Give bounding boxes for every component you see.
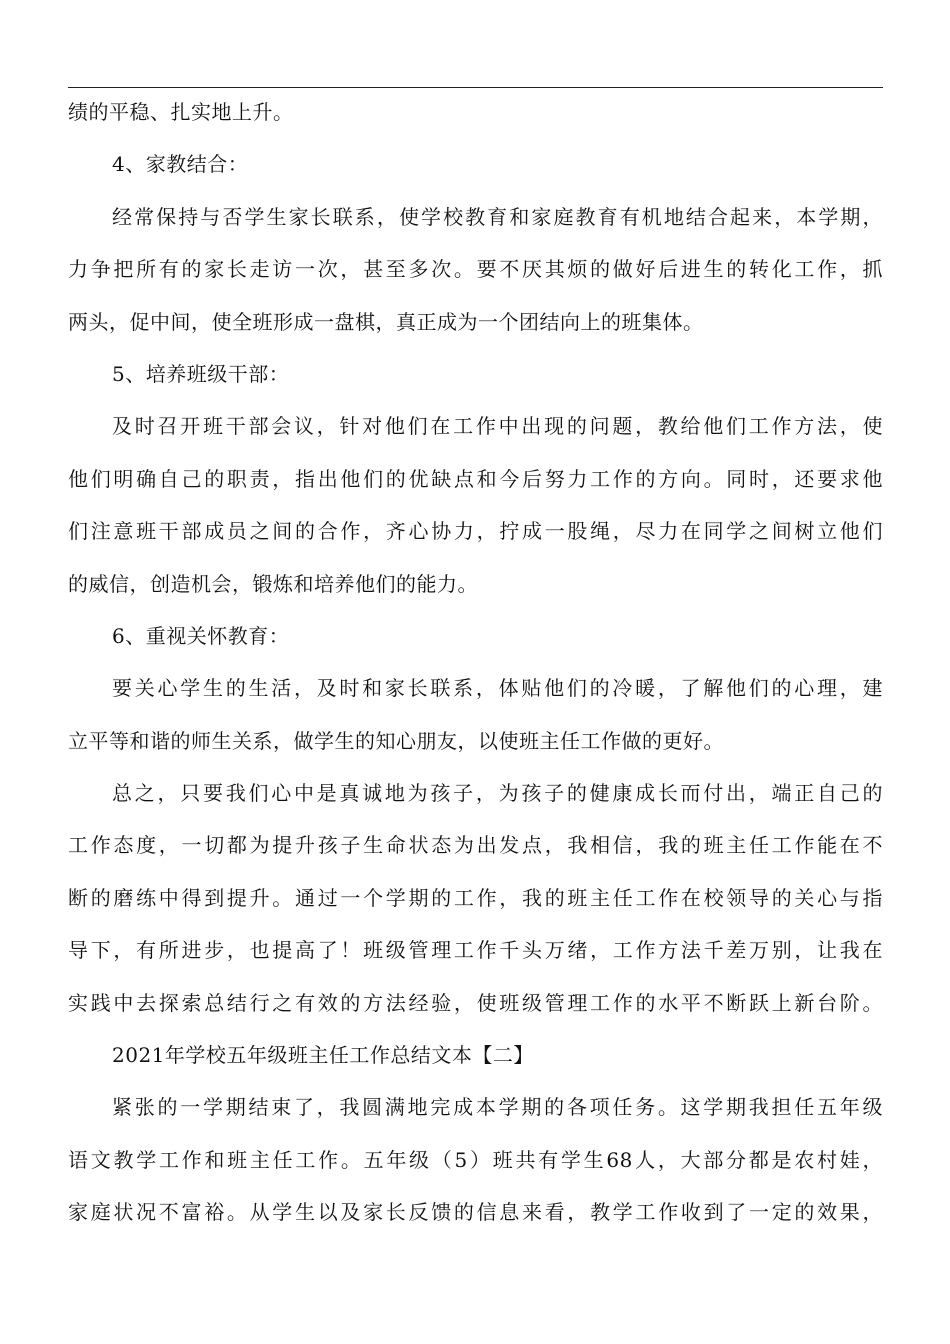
text-line: 要关心学生的生活，及时和家长联系，体贴他们的冷暖，了解他们的心理，建 bbox=[112, 676, 883, 701]
header-rule bbox=[68, 87, 883, 88]
document-body bbox=[68, 92, 883, 1245]
text-line: 力争把所有的家长走访一次，甚至多次。要不厌其烦的做好后进生的转化工作，抓 bbox=[68, 257, 883, 282]
text-line: 们注意班干部成员之间的合作，齐心协力，拧成一股绳，尽力在同学之间树立他们 bbox=[68, 519, 883, 544]
text-line: 总之，只要我们心中是真诚地为孩子，为孩子的健康成长而付出，端正自己的 bbox=[112, 781, 883, 806]
text-line: 立平等和谐的师生关系，做学生的知心朋友，以使班主任工作做的更好。 bbox=[68, 728, 724, 753]
section-heading: 4、家教结合： bbox=[112, 152, 249, 177]
text-line: 两头，促中间，使全班形成一盘棋，真正成为一个团结向上的班集体。 bbox=[68, 309, 704, 334]
text-line: 实践中去探索总结行之有效的方法经验，使班级管理工作的水平不断跃上新台阶。 bbox=[68, 990, 883, 1015]
text-line: 断的磨练中得到提升。通过一个学期的工作，我的班主任工作在校领导的关心与指 bbox=[68, 885, 883, 910]
section-title: 2021年学校五年级班主任工作总结文本【二】 bbox=[112, 1043, 534, 1068]
text-line: 家庭状况不富裕。从学生以及家长反馈的信息来看，教学工作收到了一定的效果， bbox=[68, 1200, 883, 1225]
text-line: 紧张的一学期结束了，我圆满地完成本学期的各项任务。这学期我担任五年级 bbox=[112, 1095, 883, 1120]
text-line: 经常保持与否学生家长联系，使学校教育和家庭教育有机地结合起来，本学期， bbox=[112, 204, 883, 229]
text-line: 语文教学工作和班主任工作。五年级（5）班共有学生68人，大部分都是农村娃， bbox=[68, 1147, 883, 1172]
text-line: 工作态度，一切都为提升孩子生命状态为出发点，我相信，我的班主任工作能在不 bbox=[68, 833, 883, 858]
text-line: 导下，有所进步，也提高了！班级管理工作千头万绪，工作方法千差万别，让我在 bbox=[68, 938, 883, 963]
section-heading: 6、重视关怀教育： bbox=[112, 623, 290, 648]
text-line: 他们明确自己的职责，指出他们的优缺点和今后努力工作的方向。同时，还要求他 bbox=[68, 466, 883, 491]
text-line: 的威信，创造机会，锻炼和培养他们的能力。 bbox=[68, 571, 478, 596]
text-line: 及时召开班干部会议，针对他们在工作中出现的问题，教给他们工作方法，使 bbox=[112, 414, 883, 439]
section-heading: 5、培养班级干部： bbox=[112, 361, 290, 386]
text-line: 绩的平稳、扎实地上升。 bbox=[68, 100, 294, 124]
